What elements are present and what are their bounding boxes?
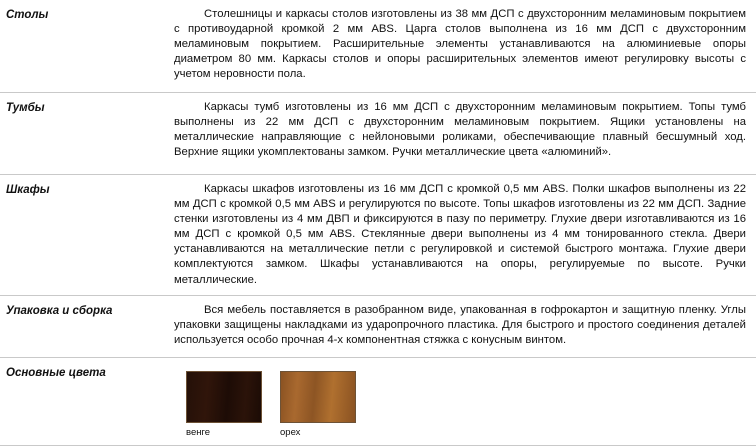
color-swatch-caption: венге: [186, 426, 211, 438]
row-text-cell: [168, 0, 756, 89]
color-swatch-oreh: [280, 371, 356, 423]
table-row: [0, 0, 756, 92]
row-label: Основные цвета: [6, 366, 106, 379]
row-label: Упаковка и сборка: [6, 304, 113, 317]
row-label: Столы: [6, 9, 49, 21]
row-label-cell: [0, 93, 168, 121]
table-row: [0, 92, 756, 174]
row-text-cell: [168, 296, 756, 355]
color-swatch-cell: [168, 358, 756, 445]
table-row: [0, 295, 756, 357]
table-row: [0, 174, 756, 295]
row-text-cell: [168, 175, 756, 295]
row-text-cell: [168, 93, 756, 167]
row-label-cell: [0, 358, 168, 386]
color-swatch-caption: орех: [280, 426, 301, 438]
row-text: Каркасы тумб изготовлены из 16 мм ДСП с двухсторонним меламиновым покрытием. Топы тумб выполнены из 22 мм ДСП с двухсторонним меламиновым покрытием. Ящики установлены на металлические направляющие с нейлоновыми роликами, обеспечивающие плавный бесшумный ход. Верхние ящики укомплектованы замком. Ручки металлические цвета «алюминий».: [174, 101, 746, 159]
color-swatch-list: [174, 365, 746, 438]
row-text: Вся мебель поставляется в разобранном виде, упакованная в гофрокартон и защитную пленку. Углы упаковки защищены накладками из ударопрочного пластика. Для быстрого и простого соединения деталей используется особо прочная 4-х компонентная стяжка с конусным винтом.: [174, 303, 746, 346]
row-label: Шкафы: [6, 184, 50, 196]
row-text: Столешницы и каркасы столов изготовлены из 38 мм ДСП с двухсторонним меламиновым покрытием с противоударной кромкой 2 мм ABS. Царга столов выполнена из 16 мм ДСП с двухсторонним меламиновым покрытием. Расширительные элементы устанавливаются на алюминиевые опоры диаметром 80 мм. Каркасы столов и опоры расширительных элементов имеют регулировку высоты с учетом неровности пола.: [174, 8, 746, 81]
color-swatch-venge: [186, 371, 262, 423]
row-label: Тумбы: [6, 102, 45, 114]
row-label-cell: [0, 296, 168, 324]
row-label-cell: [0, 0, 168, 28]
row-text: Каркасы шкафов изготовлены из 16 мм ДСП с кромкой 0,5 мм ABS. Полки шкафов выполнены из 22 мм ДСП с кромкой 0,5 мм ABS и регулируются по высоте. Топы шкафов изготовлены из 22 мм ДСП. Задние стенки изготовлены из 4 мм ДВП и фиксируются в пазу по периметру. Глухие двери изготавливаются из 16 мм ДСП с кромкой 0,5 мм ABS. Стеклянные двери выполнены из 4 мм тонированного стекла. Двери устанавливаются на металлические петли с регулировкой и системой быстрого монтажа. Глухие двери комплектуются замком. Шкафы устанавливаются на опоры, регулируемые по высоте. Ручки металлические.: [174, 183, 746, 286]
table-row-colors: [0, 357, 756, 445]
row-label-cell: [0, 175, 168, 203]
